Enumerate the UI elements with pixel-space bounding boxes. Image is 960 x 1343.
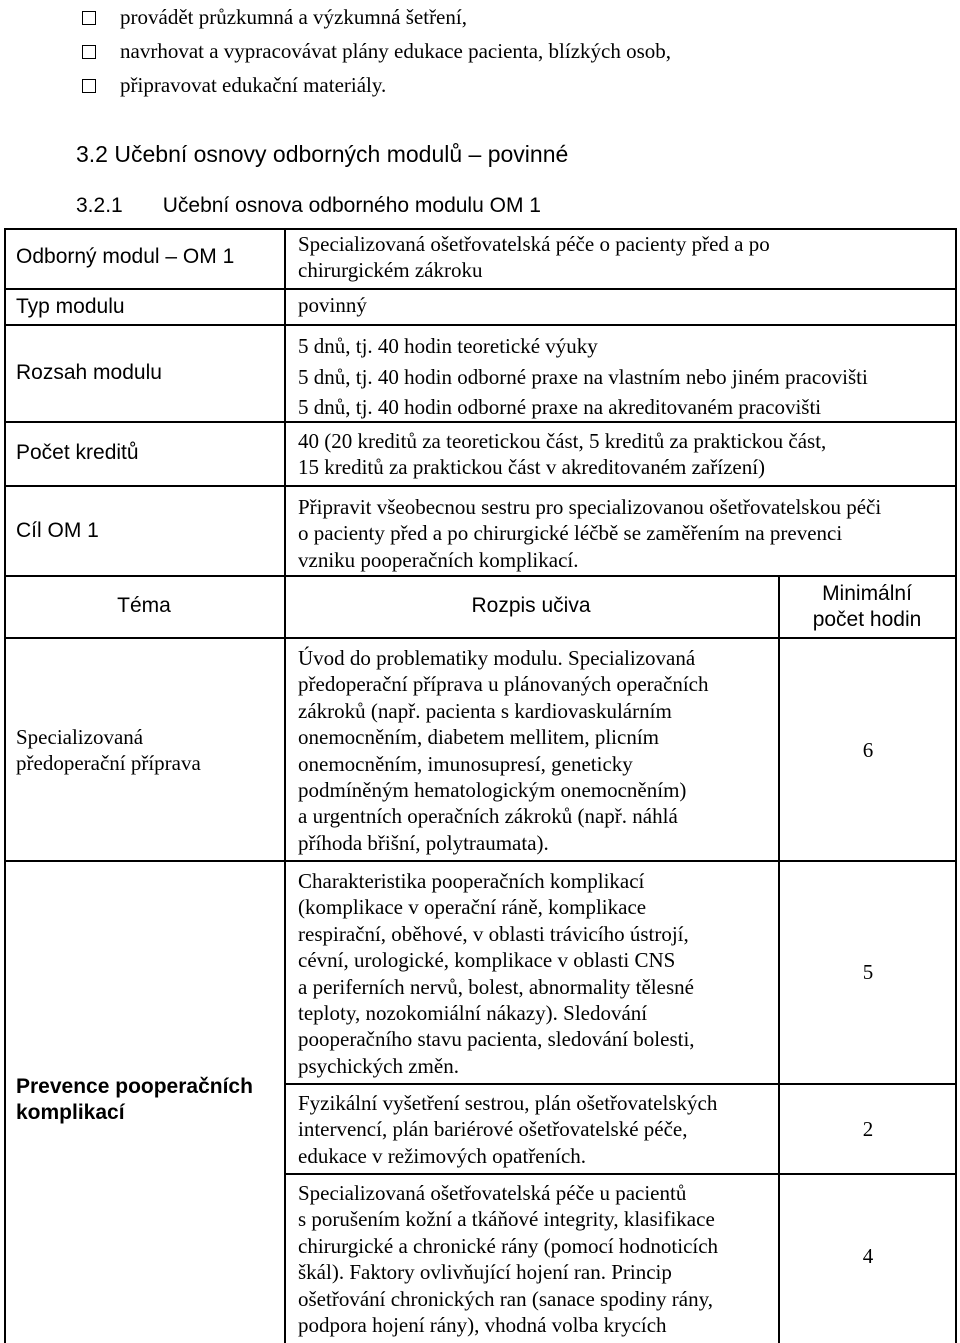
header-curriculum: Rozpis učiva xyxy=(471,594,591,617)
hours-value: 6 xyxy=(862,738,874,762)
module-scope-label: Rozsah modulu xyxy=(16,361,162,384)
header-hours: Minimální počet hodin xyxy=(812,582,922,632)
table-row: Fyzikální vyšetření sestrou, plán ošetřovatelských intervencí, plán bariérové ošetřovatelské péče, edukace v režimových opatřeních. xyxy=(298,1091,718,1168)
bullet-item: navrhovat a vypracovávat plány edukace pacienta, blízkých osob, xyxy=(80,36,671,70)
bullet-item: provádět průzkumná a výzkumná šetření, xyxy=(80,2,671,36)
hours-value: 2 xyxy=(862,1117,874,1141)
module-name-value: Specializovaná ošetřovatelská péče o pacienty před a po chirurgickém zákroku xyxy=(298,232,770,283)
module-label: Odborný modul – OM 1 xyxy=(16,245,235,268)
module-scope-value: 5 dnů, tj. 40 hodin teoretické výuky 5 dnů, tj. 40 hodin odborné praxe na vlastním nebo jiném pracovišti 5 dnů, tj. 40 hodin odborné praxe na akreditovaném pracovišti xyxy=(298,334,868,419)
hours-value: 5 xyxy=(862,960,874,984)
table-row: Specializovaná ošetřovatelská péče u pacientů s porušením kožní a tkáňové integrity, klasifikace chirurgické a chronické rány (pomocí hodnoticích škál). Faktory ovlivňující hojení ran. Princip ošetřování chronických ran (sanace spodiny rány, podpora hojení rány), vhodná volba krycích xyxy=(298,1181,719,1338)
checkbox-bullet-icon xyxy=(82,79,96,93)
checkbox-bullet-icon xyxy=(82,45,96,59)
header-topic: Téma xyxy=(117,594,171,617)
credits-value: 40 (20 kreditů za teoretickou část, 5 kreditů za praktickou část, 15 kreditů za praktickou část v akreditovaném zařízení) xyxy=(298,429,827,480)
credits-label: Počet kreditů xyxy=(16,441,139,464)
topic-postoperative: Prevence pooperačních komplikací xyxy=(16,1075,253,1125)
topic-preoperative: Specializovaná předoperační příprava xyxy=(16,725,201,776)
bullet-item: připravovat edukační materiály. xyxy=(80,70,671,104)
table-row: Úvod do problematiky modulu. Specializovaná předoperační příprava u plánovaných operačních zákroků (např. pacienta s kardiovaskulárním onemocněním, diabetem mellitem, plicním onemocněním, imunosupresí, geneticky podmíněným hematologickým onemocněním) a urgentních operačních zákroků (např. náhlá příhoda břišní, polytraumata). xyxy=(298,646,709,855)
module-type-value: povinný xyxy=(298,293,367,317)
checkbox-bullet-icon xyxy=(82,11,96,25)
bullet-list xyxy=(80,2,671,104)
module-type-label: Typ modulu xyxy=(16,295,125,318)
section-heading: 3.2 Učební osnovy odborných modulů – povinné xyxy=(76,141,569,167)
goal-label: Cíl OM 1 xyxy=(16,519,99,542)
hours-value: 4 xyxy=(862,1244,874,1268)
subsection-heading: 3.2.1 Učební osnova odborného modulu OM 1 xyxy=(76,194,541,217)
table-row: Charakteristika pooperačních komplikací (komplikace v operační ráně, komplikace respirační, oběhové, v oblasti trávicího ústrojí, cévní, urologické, komplikace v oblasti CNS a periferních nervů, bolest, abnormality tělesné teploty, nozokomiální nákazy). Sledování pooperačního stavu pacienta, sledování bolesti, psychických změn. xyxy=(298,869,695,1078)
goal-value: Připravit všeobecnou sestru pro specializovanou ošetřovatelskou péči o pacienty před a po chirurgické léčbě se zaměřením na prevenci vzniku pooperačních komplikací. xyxy=(298,495,882,572)
